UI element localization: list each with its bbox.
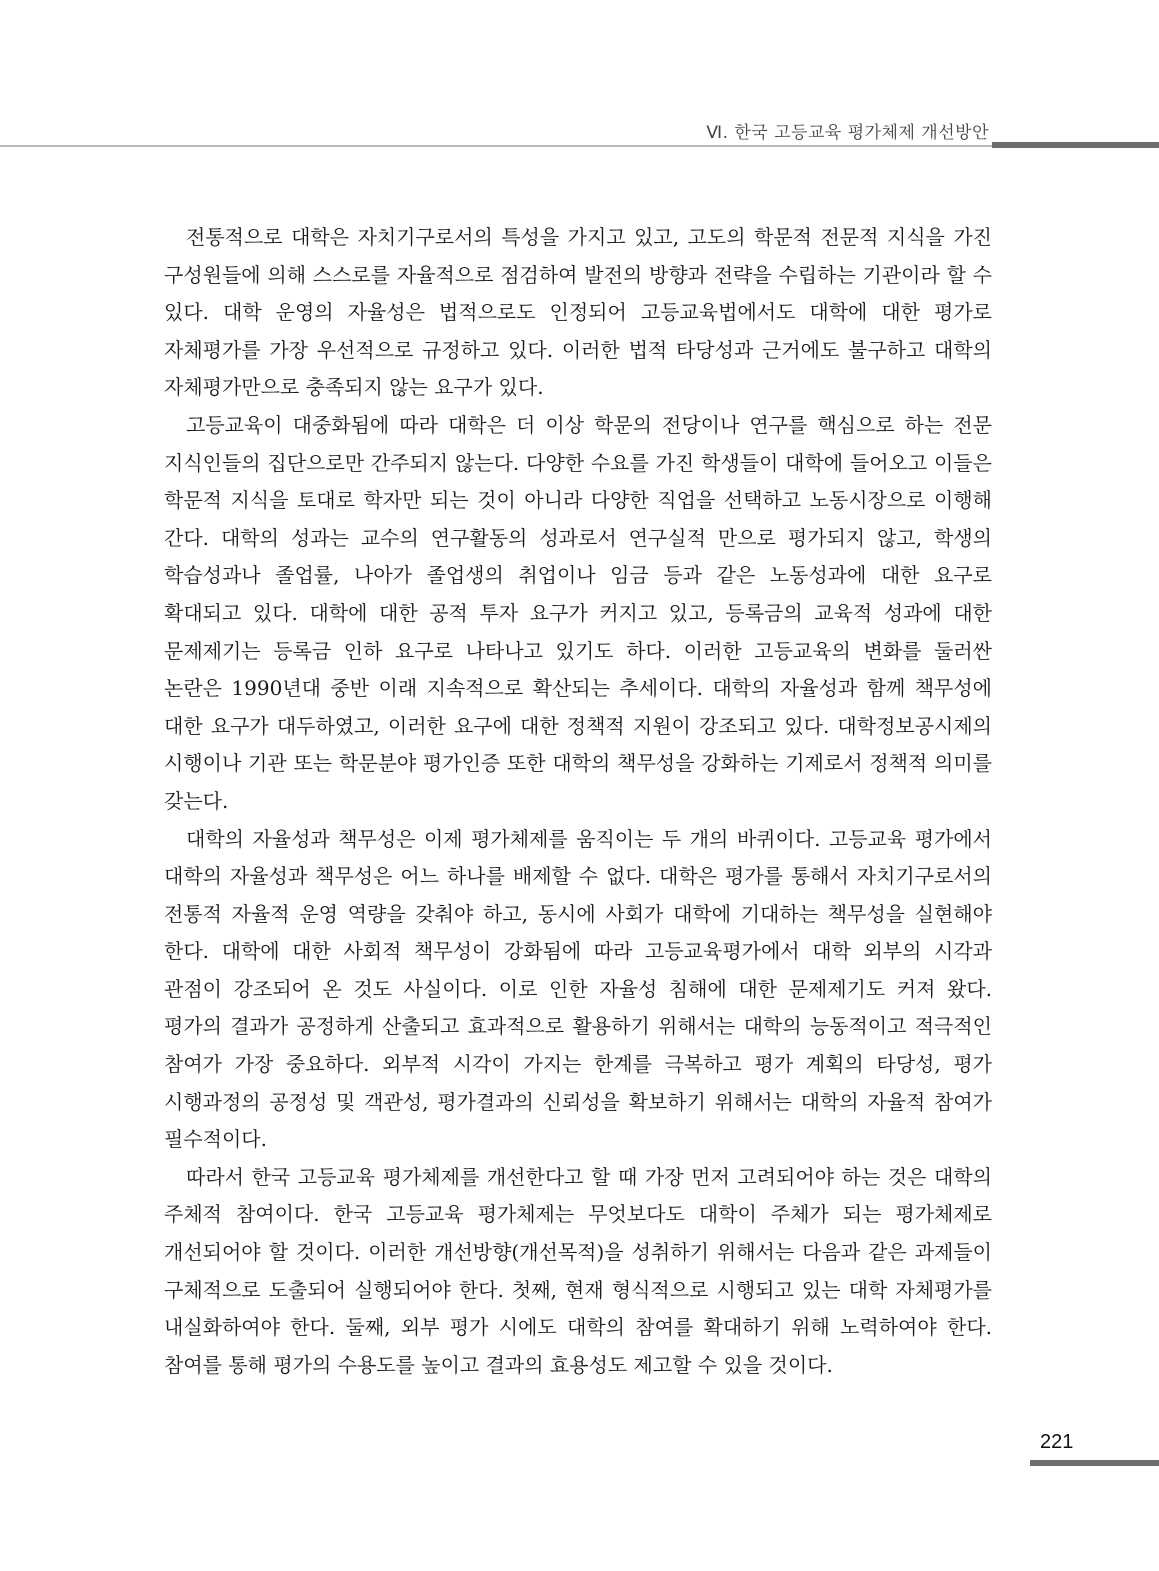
header-rule [0,145,992,147]
header-rule-accent [992,142,1159,148]
paragraph: 대학의 자율성과 책무성은 이제 평가체제를 움직이는 두 개의 바퀴이다. 고등교육 평가에서 대학의 자율성과 책무성은 어느 하나를 배제할 수 없다. 대학은 평가를 통해서 자치기구로서의 전통적 자율적 운영 역량을 갖춰야 하고, 동시에 사회가 대학에 기대하는 책무성을 실현해야 한다. 대학에 대한 사회적 책무성이 강화됨에 따라 고등교육평가에서 대학 외부의 시각과 관점이 강조되어 온 것도 사실이다. 이로 인한 자율성 침해에 대한 문제제기도 커져 왔다. 평가의 결과가 공정하게 산출되고 효과적으로 활용하기 위해서는 대학의 능동적이고 적극적인 참여가 가장 중요하다. 외부적 시각이 가지는 한계를 극복하고 평가 계획의 타당성, 평가 시행과정의 공정성 및 객관성, 평가결과의 신뢰성을 확보하기 위해서는 대학의 자율적 참여가 필수적이다. [164,826,992,1152]
page-number: 221 [1040,1431,1074,1453]
paragraph: 전통적으로 대학은 자치기구로서의 특성을 가지고 있고, 고도의 학문적 전문적 지식을 가진 구성원들에 의해 스스로를 자율적으로 점검하여 발전의 방향과 전략을 수립하는 기관이라 할 수 있다. 대학 운영의 자율성은 법적으로도 인정되어 고등교육법에서도 대학에 대한 평가로 자체평가를 가장 우선적으로 규정하고 있다. 이러한 법적 타당성과 근거에도 불구하고 대학의 자체평가만으로 충족되지 않는 요구가 있다. [164,225,992,400]
paragraph: 따라서 한국 고등교육 평가체제를 개선한다고 할 때 가장 먼저 고려되어야 하는 것은 대학의 주체적 참여이다. 한국 고등교육 평가체제는 무엇보다도 대학이 주체가 되는 평가체제로 개선되어야 할 것이다. 이러한 개선방향(개선목적)을 성취하기 위해서는 다음과 같은 과제들이 구체적으로 도출되어 실행되어야 한다. 첫째, 현재 형식적으로 시행되고 있는 대학 자체평가를 내실화하여야 한다. 둘째, 외부 평가 시에도 대학의 참여를 확대하기 위해 노력하여야 한다. 참여를 통해 평가의 수용도를 높이고 결과의 효용성도 제고할 수 있을 것이다. [164,1164,992,1377]
footer-rule [1030,1460,1159,1466]
running-header: Ⅵ. 한국 고등교육 평가체제 개선방안 [706,123,989,143]
body-text [164,219,992,1384]
paragraph: 고등교육이 대중화됨에 따라 대학은 더 이상 학문의 전당이나 연구를 핵심으로 하는 전문 지식인들의 집단으로만 간주되지 않는다. 다양한 수요를 가진 학생들이 대학에 들어오고 이들은 학문적 지식을 토대로 학자만 되는 것이 아니라 다양한 직업을 선택하고 노동시장으로 이행해 간다. 대학의 성과는 교수의 연구활동의 성과로서 연구실적 만으로 평가되지 않고, 학생의 학습성과나 졸업률, 나아가 졸업생의 취업이나 임금 등과 같은 노동성과에 대한 요구로 확대되고 있다. 대학에 대한 공적 투자 요구가 커지고 있고, 등록금의 교육적 성과에 대한 문제제기는 등록금 인하 요구로 나타나고 있기도 하다. 이러한 고등교육의 변화를 둘러싼 논란은 1990년대 중반 이래 지속적으로 확산되는 추세이다. 대학의 자율성과 함께 책무성에 대한 요구가 대두하였고, 이러한 요구에 대한 정책적 지원이 강조되고 있다. 대학정보공시제의 시행이나 기관 또는 학문분야 평가인증 또한 대학의 책무성을 강화하는 기제로서 정책적 의미를 갖는다. [164,412,992,813]
